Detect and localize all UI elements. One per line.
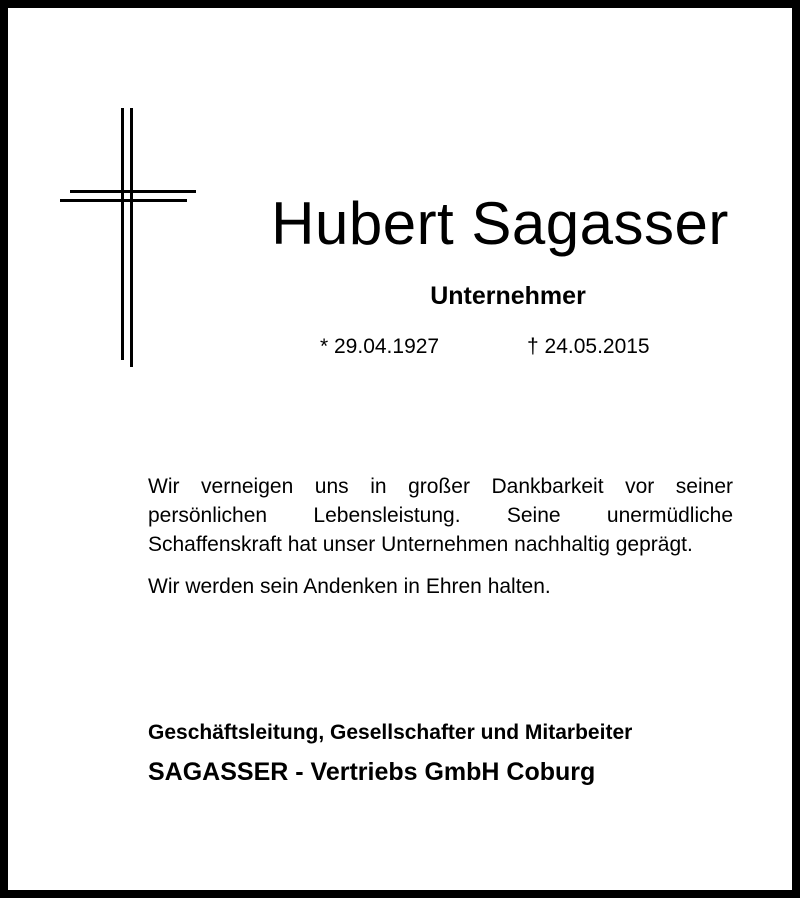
- signoff-company: SAGASSER - Vertriebs GmbH Coburg: [148, 758, 596, 786]
- death-date: † 24.05.2015: [527, 335, 650, 358]
- deceased-name: Hubert Sagasser: [271, 190, 729, 257]
- message-paragraph: Wir verneigen uns in großer Dankbarkeit vor seiner persönlichen Lebensleistung. Seine unermüdliche Schaffenskraft hat unser Unternehmen nachhaltig geprägt.: [148, 475, 733, 556]
- occupation: Unternehmer: [430, 282, 586, 310]
- cross-icon: [8, 8, 208, 378]
- message-paragraph: Wir werden sein Andenken in Ehren halten.: [148, 575, 551, 598]
- condolence-message: [148, 472, 733, 601]
- birth-date: * 29.04.1927: [320, 335, 440, 358]
- signoff: [148, 716, 788, 794]
- signoff-mourners: Geschäftsleitung, Gesellschafter und Mitarbeiter: [148, 721, 633, 744]
